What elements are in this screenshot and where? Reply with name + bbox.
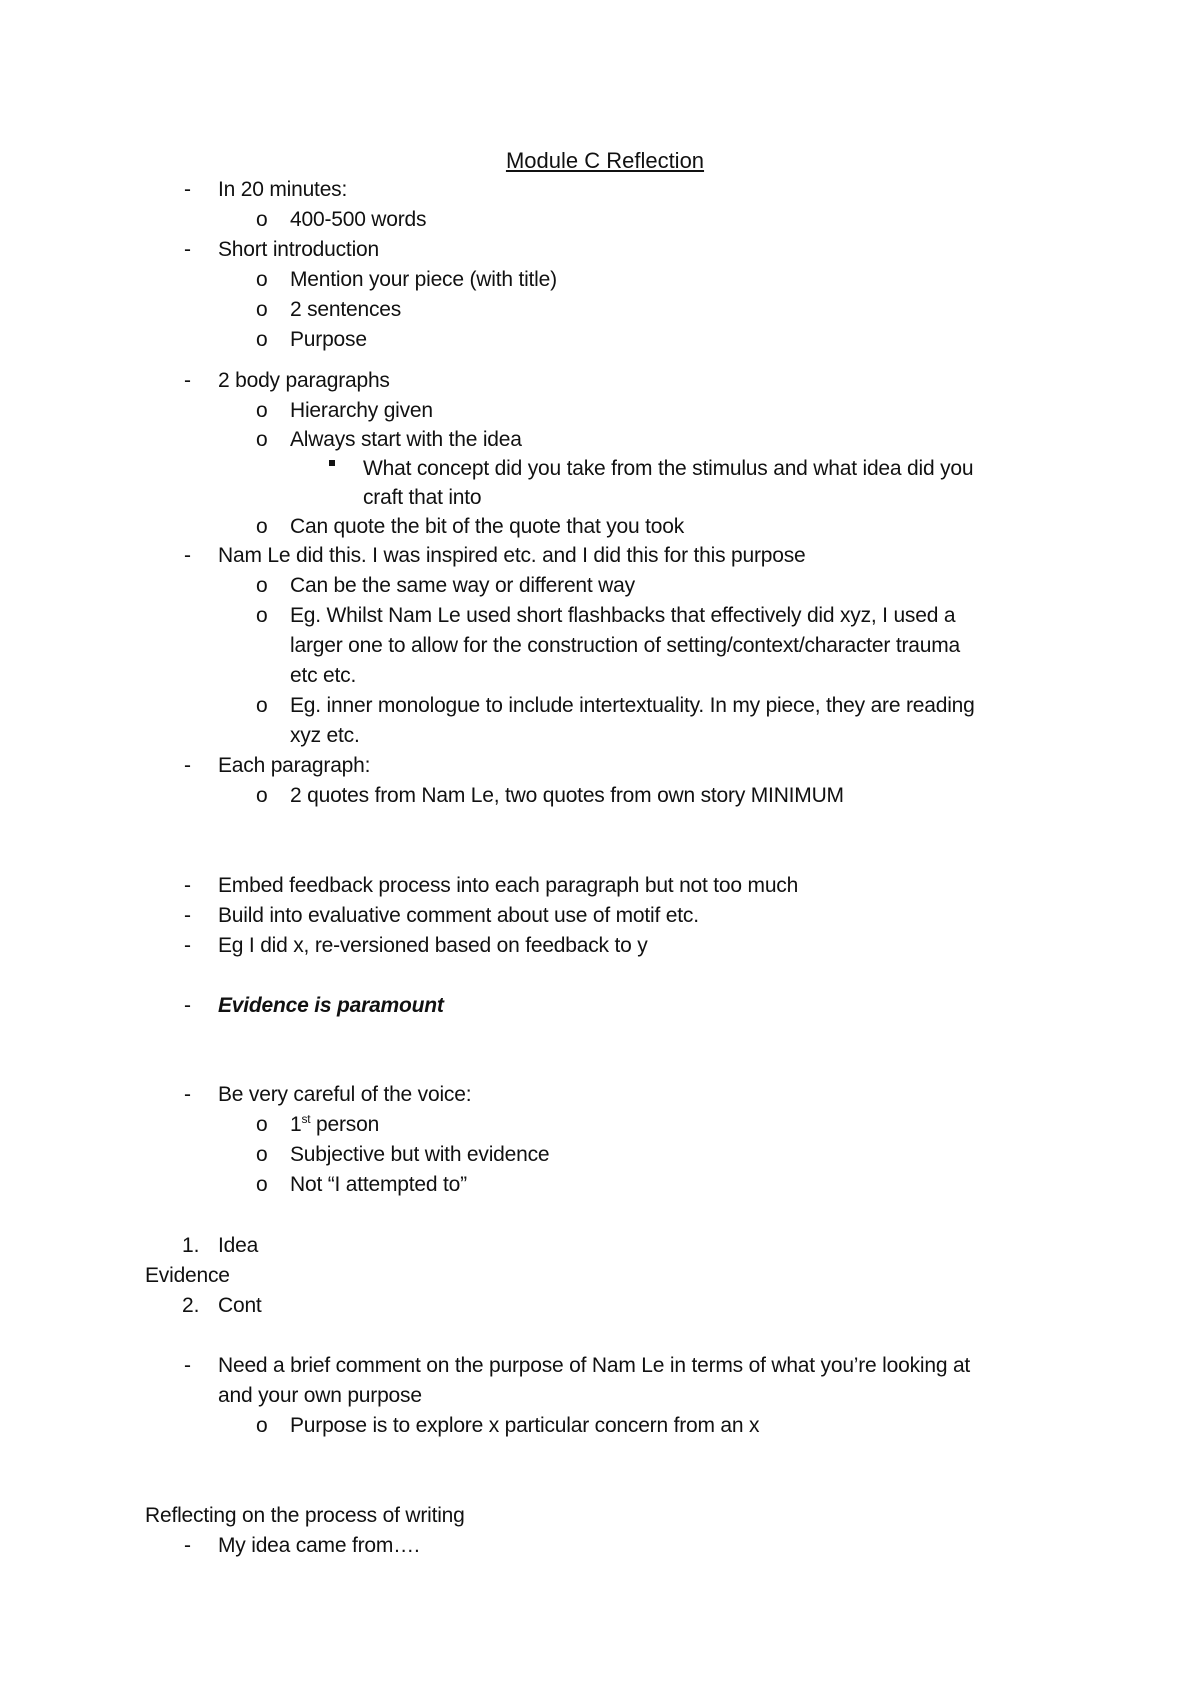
dash-bullet: - [184,1534,191,1557]
list-item-continuation: etc etc. [290,664,357,687]
list-item-text: person [310,1113,380,1136]
circle-bullet: o [256,1173,268,1196]
list-item: 400-500 words [290,208,427,231]
list-item [290,1110,379,1140]
ordinal-number: 1 [290,1113,302,1136]
dash-bullet: - [184,544,191,567]
list-item: Can quote the bit of the quote that you took [290,515,684,538]
list-item: What concept did you take from the stimulus and what idea did you [363,457,974,480]
circle-bullet: o [256,428,268,451]
section-heading: Reflecting on the process of writing [145,1504,465,1527]
circle-bullet: o [256,694,268,717]
list-item: Eg I did x, re-versioned based on feedback to y [218,934,648,957]
list-item: Purpose is to explore x particular concern from an x [290,1414,760,1437]
square-bullet-icon [329,460,335,466]
dash-bullet: - [184,874,191,897]
circle-bullet: o [256,574,268,597]
list-item-continuation: craft that into [363,486,482,509]
dash-bullet: - [184,1354,191,1377]
circle-bullet: o [256,298,268,321]
circle-bullet: o [256,784,268,807]
list-item: Need a brief comment on the purpose of Nam Le in terms of what you’re looking at [218,1354,971,1377]
circle-bullet: o [256,268,268,291]
numbered-item: Idea [218,1234,259,1257]
ordinal-suffix: st [301,1112,311,1126]
list-item-continuation: xyz etc. [290,724,360,747]
list-item-continuation: larger one to allow for the construction of setting/context/character trauma [290,634,960,657]
list-item: 2 quotes from Nam Le, two quotes from own story MINIMUM [290,784,844,807]
dash-bullet: - [184,934,191,957]
number-marker: 1. [182,1234,200,1257]
list-item: Be very careful of the voice: [218,1083,472,1106]
dash-bullet: - [184,994,191,1017]
list-item: Nam Le did this. I was inspired etc. and I did this for this purpose [218,544,806,567]
page-title: Module C Reflection [505,148,705,173]
list-item: Each paragraph: [218,754,371,777]
list-item: My idea came from…. [218,1534,420,1557]
circle-bullet: o [256,208,268,231]
circle-bullet: o [256,515,268,538]
list-item: 2 sentences [290,298,402,321]
list-item: Purpose [290,328,367,351]
list-item: Hierarchy given [290,399,433,422]
list-item-continuation: and your own purpose [218,1384,422,1407]
list-item: Not “I attempted to” [290,1173,467,1196]
list-item: 2 body paragraphs [218,369,390,392]
list-item: Always start with the idea [290,428,522,451]
dash-bullet: - [184,238,191,261]
list-item: Eg. Whilst Nam Le used short flashbacks that effectively did xyz, I used a [290,604,956,627]
list-item: Build into evaluative comment about use of motif etc. [218,904,699,927]
list-item: Subjective but with evidence [290,1143,550,1166]
list-item: In 20 minutes: [218,178,348,201]
dash-bullet: - [184,754,191,777]
list-item: Eg. inner monologue to include intertextuality. In my piece, they are reading [290,694,975,717]
dash-bullet: - [184,178,191,201]
numbered-item: Cont [218,1294,262,1317]
dash-bullet: - [184,904,191,927]
list-item: Short introduction [218,238,379,261]
list-item: Embed feedback process into each paragraph but not too much [218,874,799,897]
plain-line: Evidence [145,1264,230,1287]
circle-bullet: o [256,1113,268,1136]
list-item: Mention your piece (with title) [290,268,557,291]
circle-bullet: o [256,328,268,351]
circle-bullet: o [256,1143,268,1166]
emphasis-item: Evidence is paramount [218,994,444,1017]
circle-bullet: o [256,399,268,422]
circle-bullet: o [256,604,268,627]
number-marker: 2. [182,1294,200,1317]
dash-bullet: - [184,1083,191,1106]
dash-bullet: - [184,369,191,392]
list-item: Can be the same way or different way [290,574,635,597]
circle-bullet: o [256,1414,268,1437]
